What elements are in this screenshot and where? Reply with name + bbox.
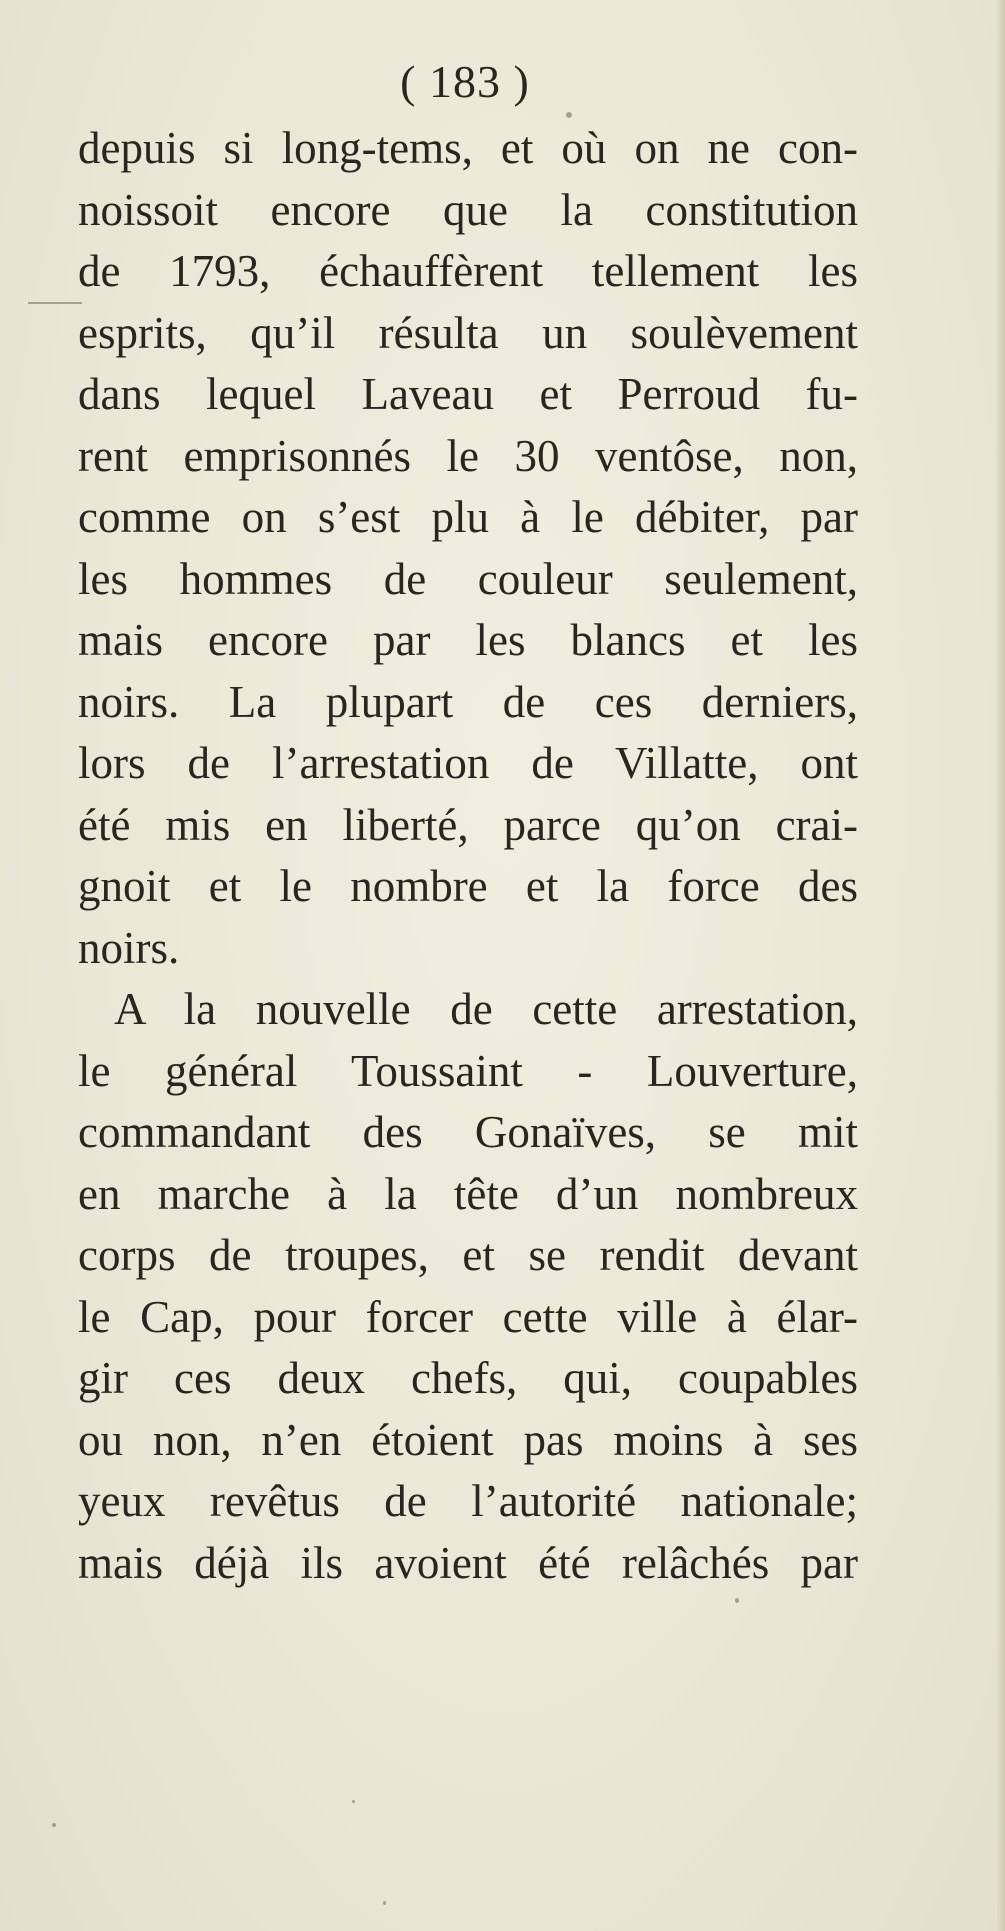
paper-speck [352,1800,355,1803]
paragraph-2 [78,979,858,1594]
text-line: comme on s’est plu à le débiter, par [78,492,858,542]
text-line: gir ces deux chefs, qui, coupables [78,1353,858,1403]
paper-speck [52,1823,56,1827]
text-line: en marche à la tête d’un nombreux [78,1168,858,1219]
text-line: noirs. [78,922,180,973]
paragraph-1 [78,118,858,979]
text-line: yeux revêtus de l’autorité nationale; [78,1476,858,1526]
text-line: de 1793, échauffèrent tellement les [78,246,858,296]
text-line: mais déjà ils avoient été relâchés par [78,1537,858,1588]
margin-pencil-mark [28,302,82,304]
text-line: commandant des Gonaïves, se mit [78,1107,858,1157]
page-number: ( 183 ) [400,56,530,107]
text-line: été mis en liberté, parce qu’on crai- [78,799,858,850]
text-line: ou non, n’en étoient pas moins à ses [78,1414,858,1465]
text-line: le Cap, pour forcer cette ville à élar- [78,1291,858,1342]
page-edge-shadow [995,0,1005,1931]
text-line: les hommes de couleur seulement, [78,553,858,604]
paper-speck [566,112,572,118]
text-line: noirs. La plupart de ces derniers, [78,676,858,727]
text-line: noissoit encore que la constitution [78,184,858,235]
text-line: mais encore par les blancs et les [78,615,858,665]
text-line: gnoit et le nombre et la force des [78,861,858,911]
text-line: le général Toussaint - Louverture, [78,1045,858,1096]
paper-speck [383,1901,386,1905]
text-line: lors de l’arrestation de Villatte, ont [78,738,858,788]
paper-speck [735,1598,739,1603]
text-line: corps de troupes, et se rendit devant [78,1230,858,1280]
text-line: esprits, qu’il résulta un soulèvement [78,307,858,358]
text-line: rent emprisonnés le 30 ventôse, non, [78,430,858,481]
text-line: A la nouvelle de cette arrestation, [114,984,858,1034]
text-line: depuis si long-tems, et où on ne con- [78,123,858,173]
body-text [78,118,858,1594]
text-line: dans lequel Laveau et Perroud fu- [78,369,858,419]
